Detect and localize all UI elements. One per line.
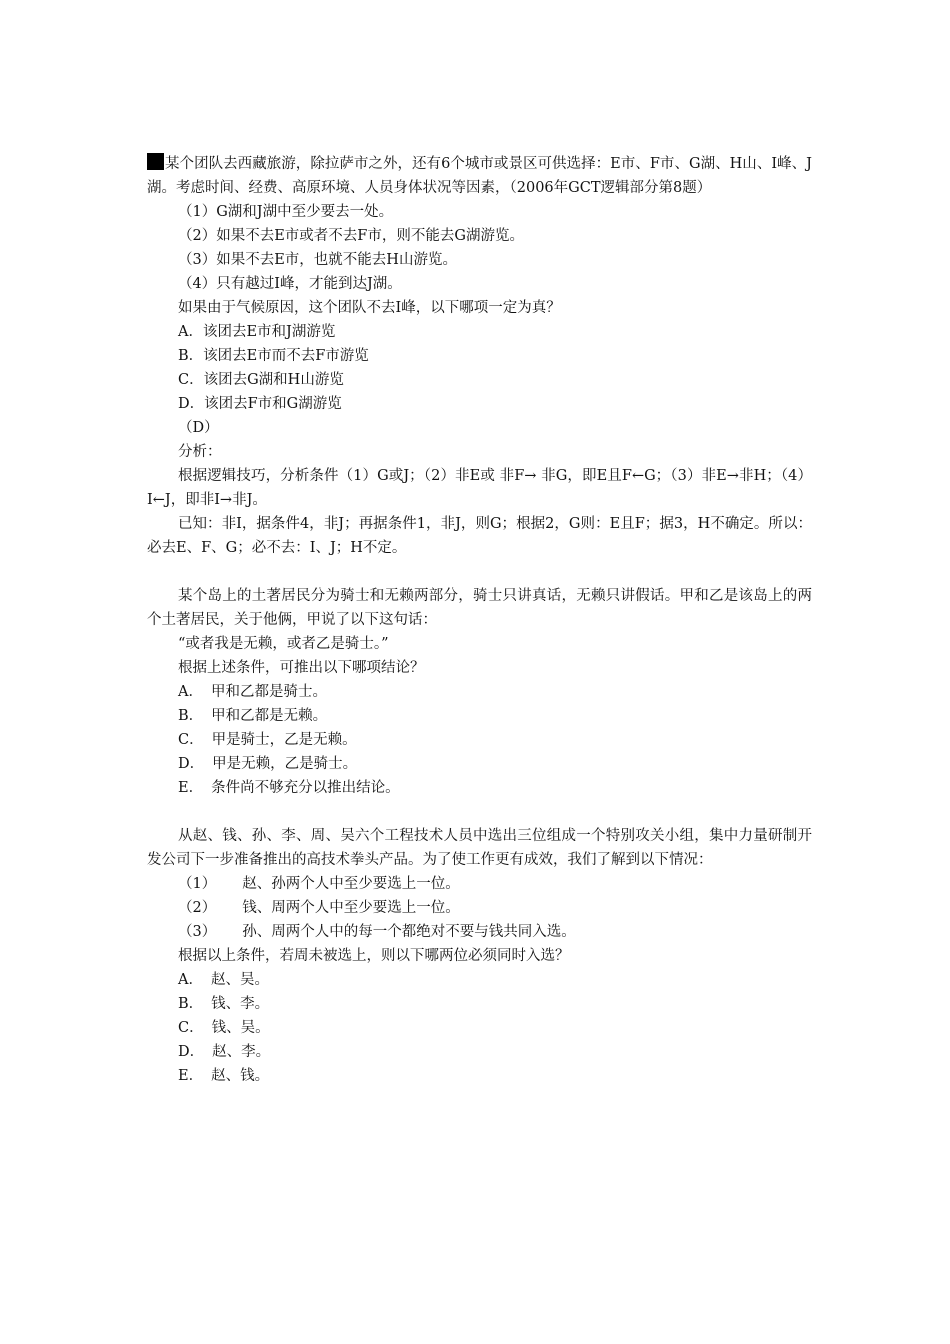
option-letter: A．: [178, 684, 203, 700]
q2-option-b: [147, 704, 812, 728]
option-text: 赵、李。: [212, 1044, 271, 1060]
option-letter: C．: [178, 1020, 204, 1036]
option-text: 甲是骑士，乙是无赖。: [211, 732, 357, 748]
section-gap: [147, 560, 812, 584]
q2-option-d: [147, 752, 812, 776]
condition-text: 钱、周两个人中至少要选上一位。: [242, 900, 460, 916]
q3-option-d: [147, 1040, 812, 1064]
q1-option-d: D．该团去F市和G湖游览: [178, 396, 342, 412]
q2-stem: 某个岛上的土著居民分为骑士和无赖两部分，骑士只讲真话，无赖只讲假话。甲和乙是该岛上的两个土著居民，关于他俩，甲说了以下这句话：: [147, 588, 812, 628]
document-page: [147, 152, 812, 1088]
q1-condition-4: （4）只有越过I峰，才能到达J湖。: [178, 276, 402, 292]
q3-option-e: [147, 1064, 812, 1088]
option-text: 条件尚不够充分以推出结论。: [211, 780, 400, 796]
q3-option-c: [147, 1016, 812, 1040]
q2-option-c: [147, 728, 812, 752]
q1-option-c: C．该团去G湖和H山游览: [178, 372, 344, 388]
option-text: 赵、吴。: [210, 972, 269, 988]
condition-text: 孙、周两个人中的每一个都绝对不要与钱共同入选。: [242, 924, 576, 940]
condition-text: 赵、孙两个人中至少要选上一位。: [242, 876, 460, 892]
q2-option-e: [147, 776, 812, 800]
q1-condition-3: （3）如果不去E市，也就不能去H山游览。: [178, 252, 457, 268]
q1-option-b: B．该团去E市而不去F市游览: [178, 348, 369, 364]
q3-question: 根据以上条件，若周未被选上，则以下哪两位必须同时入选？: [178, 948, 570, 964]
option-text: 赵、钱。: [211, 1068, 270, 1084]
q2-question: 根据上述条件，可推出以下哪项结论？: [178, 660, 425, 676]
q1-answer: （D）: [178, 420, 219, 436]
option-text: 甲和乙都是无赖。: [211, 708, 328, 724]
option-letter: B．: [178, 996, 204, 1012]
option-letter: B．: [178, 708, 204, 724]
q1-stem-text: 某个团队去西藏旅游，除拉萨市之外，还有6个城市或景区可供选择：E市、F市、G湖、H山、I峰、J湖。考虑时间、经费、高原环境、人员身体状况等因素，（2006年GCT逻辑部分第8题）: [147, 156, 812, 196]
q2-quote: “或者我是无赖，或者乙是骑士。”: [178, 636, 389, 652]
option-letter: E．: [178, 780, 204, 796]
q3-option-b: [147, 992, 812, 1016]
option-text: 钱、李。: [211, 996, 270, 1012]
option-letter: E．: [178, 1068, 204, 1084]
q3-condition-3: [147, 920, 812, 944]
condition-number: （3）: [178, 924, 217, 940]
q1-option-a: A．该团去E市和J湖游览: [178, 324, 336, 340]
condition-number: （2）: [178, 900, 217, 916]
section-gap: [147, 800, 812, 824]
option-letter: D．: [178, 756, 205, 772]
q2-option-a: [147, 680, 812, 704]
q3-stem: 从赵、钱、孙、李、周、吴六个工程技术人员中选出三位组成一个特别攻关小组，集中力量研制开发公司下一步准备推出的高技术拳头产品。为了使工作更有成效，我们了解到以下情况：: [147, 828, 812, 868]
q1-analysis-1: 根据逻辑技巧，分析条件（1）G或J；（2）非E或 非F→ 非G，即E且F←G；（3）非E→非H；（4）I←J，即非I→非J。: [147, 468, 812, 508]
q3-option-a: [147, 968, 812, 992]
q1-condition-2: （2）如果不去E市或者不去F市，则不能去G湖游览。: [178, 228, 524, 244]
option-text: 钱、吴。: [211, 1020, 270, 1036]
option-text: 甲和乙都是骑士。: [210, 684, 327, 700]
q1-analysis-2: 已知：非I，据条件4，非J；再据条件1，非J，则G；根据2，G则：E且F；据3，H不确定。所以：必去E、F、G；必不去：I、J；H不定。: [147, 516, 812, 556]
option-text: 甲是无赖，乙是骑士。: [212, 756, 358, 772]
black-square-icon: [147, 153, 164, 170]
q1-question: 如果由于气候原因，这个团队不去I峰，以下哪项一定为真？: [178, 300, 561, 316]
q1-stem: [147, 152, 812, 200]
q1-condition-1: （1）G湖和J湖中至少要去一处。: [178, 204, 394, 220]
q3-condition-2: [147, 896, 812, 920]
option-letter: D．: [178, 1044, 205, 1060]
q1-analysis-label: 分析：: [178, 444, 222, 460]
option-letter: A．: [178, 972, 203, 988]
option-letter: C．: [178, 732, 204, 748]
q3-condition-1: [147, 872, 812, 896]
condition-number: （1）: [178, 876, 217, 892]
